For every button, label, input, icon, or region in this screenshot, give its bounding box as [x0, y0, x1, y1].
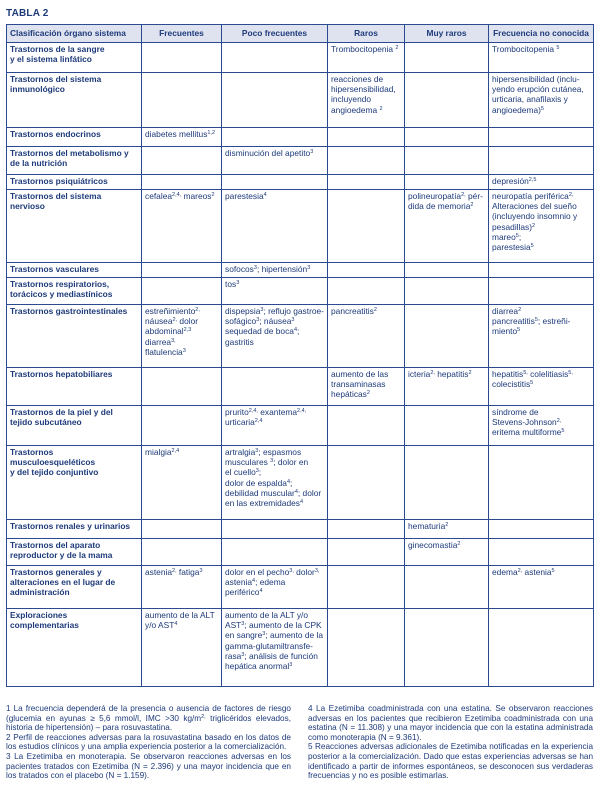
cell-organ-class: Trastornos musculoesqueléticos y del tejido conjuntivo: [7, 446, 142, 520]
header-frequent: Frecuentes: [142, 25, 222, 43]
cell-very-rare: [405, 73, 489, 128]
table-row: [7, 520, 594, 539]
cell-frequent: cefalea$^{2,4,}$ mareos$^2$: [142, 190, 222, 263]
footnote: 4 La Ezetimiba coadministrada con una estatina. Se observaron reacciones adversas en los pacientes que recibieron Ezetimiba coadministrada con una estatina (N = 11.308) y una mayor incidencia que con la estatina administrada como monoterapia (N = 9.361).: [308, 704, 593, 742]
table-row: [7, 128, 594, 147]
table-header-row: [7, 25, 594, 43]
cell-unknown-frequency: Trombocitopenia $^5$: [489, 43, 594, 73]
cell-uncommon: prurito$^{2,4,}$ exantema$^{2,4,}$ urticaria$^{2,4}$: [222, 406, 328, 446]
table-row: [7, 43, 594, 73]
footnotes: [6, 704, 593, 781]
cell-frequent: [142, 147, 222, 175]
table-row: [7, 368, 594, 406]
cell-very-rare: [405, 128, 489, 147]
cell-uncommon: dispepsia$^3$; reflujo gastroe- sofágico$^3$; náusea$^3$ sequedad de boca$^4$; gastritis: [222, 305, 328, 368]
cell-uncommon: aumento de la ALT y/o AST$^3$; aumento de la CPK en sangre$^3$; aumento de la gamma-glutamiltransfe- rasa$^3$; análisis de función hepática anormal$^3$: [222, 609, 328, 687]
table-row: [7, 73, 594, 128]
cell-rare: [328, 406, 405, 446]
cell-rare: [328, 128, 405, 147]
cell-unknown-frequency: neuropatía periférica$^{2,}$ Alteraciones del sueño (incluyendo insomnio y pesadillas)$^2$ mareo$^5$; parestesia$^5$: [489, 190, 594, 263]
cell-unknown-frequency: edema$^{2,}$ astenia$^5$: [489, 566, 594, 609]
cell-very-rare: [405, 566, 489, 609]
cell-unknown-frequency: hepatitis$^{5,}$ colelitiasis$^{5,}$ colecistitis$^5$: [489, 368, 594, 406]
cell-very-rare: [405, 609, 489, 687]
cell-organ-class: Trastornos de la sangre y el sistema linfático: [7, 43, 142, 73]
adverse-reactions-table: [6, 24, 594, 687]
cell-uncommon: dolor en el pecho$^{3,}$ dolor$^{3,}$ astenia$^4$; edema periférico$^4$: [222, 566, 328, 609]
cell-unknown-frequency: [489, 539, 594, 566]
cell-frequent: [142, 520, 222, 539]
cell-organ-class: Trastornos gastrointestinales: [7, 305, 142, 368]
cell-unknown-frequency: [489, 128, 594, 147]
cell-organ-class: Trastornos del metabolismo y de la nutrición: [7, 147, 142, 175]
cell-very-rare: polineuropatía$^{2,}$ pér- dida de memoria$^2$: [405, 190, 489, 263]
cell-very-rare: [405, 278, 489, 305]
cell-rare: [328, 175, 405, 190]
header-organ-class: Clasificación órgano sistema: [7, 25, 142, 43]
cell-unknown-frequency: síndrome de Stevens-Johnson$^{2,}$ eritema multiforme$^5$: [489, 406, 594, 446]
table-row: [7, 446, 594, 520]
cell-frequent: [142, 539, 222, 566]
cell-uncommon: artralgia$^3$; espasmos musculares $^3$; dolor en el cuello$^3$; dolor de espalda$^4$; debilidad muscular$^4$; dolor en las extremidades$^4$: [222, 446, 328, 520]
cell-organ-class: Trastornos de la piel y del tejido subcutáneo: [7, 406, 142, 446]
footnote: 1 La frecuencia dependerá de la presencia o ausencia de factores de riesgo (glucemia en ayunas ≥ 5,6 mmol/l, IMC >30 $kg/m^{2,}$ triglicéridos elevados, historia de hipertensión) – para rosuvastatina.: [6, 704, 291, 733]
cell-unknown-frequency: [489, 520, 594, 539]
cell-frequent: [142, 368, 222, 406]
cell-uncommon: tos$^3$: [222, 278, 328, 305]
cell-organ-class: Exploraciones complementarias: [7, 609, 142, 687]
cell-very-rare: [405, 305, 489, 368]
cell-frequent: [142, 43, 222, 73]
cell-organ-class: Trastornos endocrinos: [7, 128, 142, 147]
cell-rare: Trombocitopenia $^2$: [328, 43, 405, 73]
cell-organ-class: Trastornos generales y alteraciones en el lugar de administración: [7, 566, 142, 609]
cell-rare: [328, 147, 405, 175]
table-row: [7, 278, 594, 305]
cell-uncommon: [222, 520, 328, 539]
cell-rare: [328, 539, 405, 566]
cell-rare: [328, 263, 405, 278]
cell-very-rare: [405, 43, 489, 73]
table-row: [7, 147, 594, 175]
table-row: [7, 539, 594, 566]
cell-very-rare: [405, 147, 489, 175]
cell-organ-class: Trastornos del sistema nervioso: [7, 190, 142, 263]
cell-unknown-frequency: [489, 263, 594, 278]
cell-very-rare: [405, 406, 489, 446]
cell-unknown-frequency: depresión$^{2,5}$: [489, 175, 594, 190]
footnote: 3 La Ezetimiba en monoterapia. Se observaron reacciones adversas en los pacientes tratados con Ezetimiba (N = 2.396) y una mayor incidencia que en los tratados con el placebo (N = 1.159).: [6, 751, 291, 781]
cell-uncommon: parestesia$^4$: [222, 190, 328, 263]
cell-unknown-frequency: [489, 278, 594, 305]
cell-frequent: mialgia$^{2,4}$: [142, 446, 222, 520]
cell-frequent: astenia$^{2,}$ fatiga$^3$: [142, 566, 222, 609]
cell-rare: reacciones de hipersensibilidad, incluyendo angioedema $^2$: [328, 73, 405, 128]
cell-organ-class: Trastornos respiratorios, torácicos y mediastínicos: [7, 278, 142, 305]
cell-frequent: estreñimiento$^{2,}$ náusea$^{2,}$ dolor abdominal$^{2,3}$ diarrea$^{3,}$ flatulencia$^3$: [142, 305, 222, 368]
cell-uncommon: sofocos$^3$; hipertensión$^3$: [222, 263, 328, 278]
table-row: [7, 609, 594, 687]
cell-unknown-frequency: hipersensibilidad (inclu- yendo erupción cutánea, urticaria, anafilaxis y angioedema)$^5$: [489, 73, 594, 128]
cell-rare: [328, 609, 405, 687]
cell-rare: [328, 190, 405, 263]
cell-unknown-frequency: [489, 609, 594, 687]
cell-frequent: aumento de la ALT y/o AST$^4$: [142, 609, 222, 687]
cell-very-rare: icteria$^{2,}$ hepatitis$^2$: [405, 368, 489, 406]
cell-very-rare: [405, 263, 489, 278]
cell-uncommon: [222, 368, 328, 406]
footnote: 2 Perfil de reacciones adversas para la rosuvastatina basado en los datos de los estudios clínicos y una amplia experiencia posterior a la comercialización.: [6, 732, 291, 752]
cell-uncommon: [222, 175, 328, 190]
cell-rare: [328, 446, 405, 520]
table-row: [7, 190, 594, 263]
cell-rare: aumento de las transaminasas hepáticas$^2$: [328, 368, 405, 406]
table-row: [7, 566, 594, 609]
cell-frequent: [142, 263, 222, 278]
table-title: TABLA 2: [6, 8, 49, 19]
cell-very-rare: ginecomastia$^2$: [405, 539, 489, 566]
header-very-rare: Muy raros: [405, 25, 489, 43]
cell-uncommon: disminución del apetito$^3$: [222, 147, 328, 175]
cell-organ-class: Trastornos del sistema inmunológico: [7, 73, 142, 128]
cell-organ-class: Trastornos del aparato reproductor y de la mama: [7, 539, 142, 566]
cell-organ-class: Trastornos psiquiátricos: [7, 175, 142, 190]
cell-unknown-frequency: diarrea$^2$ pancreatitis$^5$; estreñi- miento$^5$: [489, 305, 594, 368]
table-row: [7, 175, 594, 190]
cell-frequent: [142, 175, 222, 190]
cell-frequent: [142, 406, 222, 446]
cell-organ-class: Trastornos vasculares: [7, 263, 142, 278]
cell-very-rare: [405, 175, 489, 190]
cell-uncommon: [222, 43, 328, 73]
header-uncommon: Poco frecuentes: [222, 25, 328, 43]
cell-frequent: diabetes mellitus$^{1,2}$: [142, 128, 222, 147]
header-unknown-frequency: Frecuencia no conocida: [489, 25, 594, 43]
cell-organ-class: Trastornos hepatobiliares: [7, 368, 142, 406]
cell-organ-class: Trastornos renales y urinarios: [7, 520, 142, 539]
table-row: [7, 263, 594, 278]
cell-very-rare: hematuria$^2$: [405, 520, 489, 539]
cell-unknown-frequency: [489, 446, 594, 520]
table-row: [7, 305, 594, 368]
cell-very-rare: [405, 446, 489, 520]
header-rare: Raros: [328, 25, 405, 43]
footnotes-left-column: [6, 704, 291, 781]
cell-uncommon: [222, 539, 328, 566]
cell-rare: pancreatitis$^2$: [328, 305, 405, 368]
cell-uncommon: [222, 73, 328, 128]
cell-rare: [328, 520, 405, 539]
cell-frequent: [142, 278, 222, 305]
cell-uncommon: [222, 128, 328, 147]
cell-frequent: [142, 73, 222, 128]
footnote: 5 Reacciones adversas adicionales de Ezetimiba notificadas en la experiencia posterior a la comercialización. Dado que estas experiencias adversas se han identificado a partir de informes espontáneos, se desconocen sus verdaderas frecuencias y no es posible estimarlas.: [308, 742, 593, 781]
table-row: [7, 406, 594, 446]
cell-rare: [328, 278, 405, 305]
footnotes-right-column: [308, 704, 593, 781]
cell-rare: [328, 566, 405, 609]
cell-unknown-frequency: [489, 147, 594, 175]
